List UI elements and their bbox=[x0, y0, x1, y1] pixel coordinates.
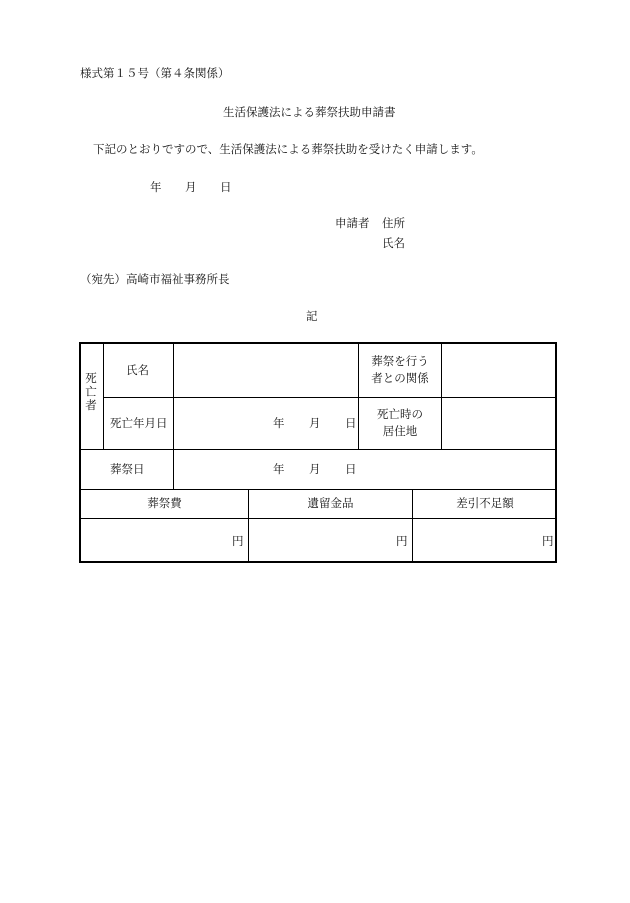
record-heading: 記 bbox=[306, 309, 318, 323]
residence-field[interactable] bbox=[442, 398, 557, 449]
death-date-month: 月 bbox=[309, 416, 321, 430]
name-label: 氏名 bbox=[126, 363, 149, 377]
intro-text: 下記のとおりですので、生活保護法による葬祭扶助を受けたく申請します。 bbox=[93, 142, 483, 156]
table-line bbox=[81, 489, 557, 490]
date-month: 月 bbox=[185, 180, 197, 194]
funeral-date-day: 日 bbox=[345, 462, 357, 476]
relation-field[interactable] bbox=[442, 344, 557, 397]
application-table bbox=[79, 342, 557, 563]
table-line bbox=[103, 344, 104, 449]
recipient: （宛先）高崎市福祉事務所長 bbox=[80, 272, 230, 286]
relation-label-line1: 葬祭を行う bbox=[371, 354, 429, 368]
funeral-date-year: 年 bbox=[273, 462, 285, 476]
residence-label-line1: 死亡時の bbox=[377, 407, 423, 421]
death-date-label: 死亡年月日 bbox=[110, 416, 168, 430]
document-title: 生活保護法による葬祭扶助申請書 bbox=[223, 105, 396, 119]
name-field[interactable] bbox=[174, 344, 358, 397]
date-year: 年 bbox=[150, 180, 162, 194]
deficit-label: 差引不足額 bbox=[456, 496, 514, 510]
relation-label-line2: 者との関係 bbox=[371, 371, 429, 385]
remaining-money-yen: 円 bbox=[396, 534, 408, 548]
funeral-cost-label: 葬祭費 bbox=[147, 496, 182, 510]
applicant-name-label: 氏名 bbox=[382, 236, 405, 250]
applicant-address-label: 住所 bbox=[382, 216, 405, 230]
deceased-header: 死亡者 bbox=[84, 372, 98, 413]
remaining-money-label: 遺留金品 bbox=[307, 496, 354, 510]
deficit-yen: 円 bbox=[542, 534, 554, 548]
residence-label bbox=[359, 406, 441, 440]
date-day: 日 bbox=[220, 180, 232, 194]
death-date-year: 年 bbox=[273, 416, 285, 430]
table-line bbox=[81, 518, 557, 519]
relation-label bbox=[359, 353, 441, 387]
table-line bbox=[81, 449, 557, 450]
residence-label-line2: 居住地 bbox=[382, 424, 418, 438]
applicant-label: 申請者 bbox=[335, 216, 370, 230]
funeral-cost-yen: 円 bbox=[232, 534, 244, 548]
death-date-day: 日 bbox=[345, 416, 357, 430]
funeral-date-label: 葬祭日 bbox=[110, 462, 145, 476]
funeral-date-month: 月 bbox=[309, 462, 321, 476]
form-number: 様式第１５号（第４条関係） bbox=[80, 66, 230, 80]
